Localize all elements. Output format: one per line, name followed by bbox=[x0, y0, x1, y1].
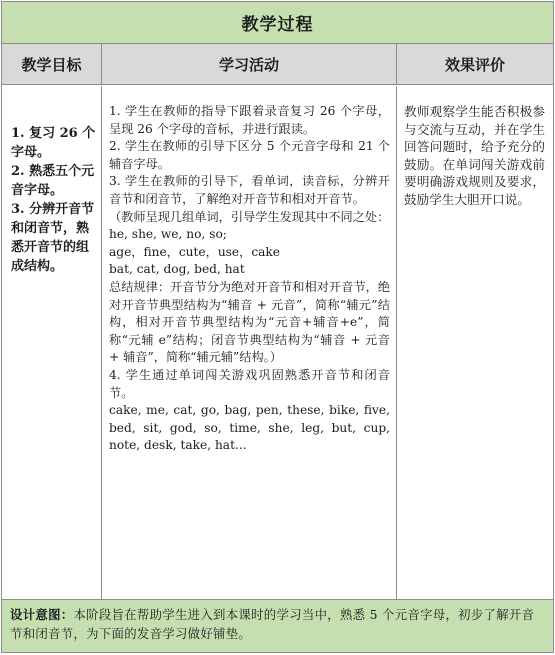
activities-cell bbox=[102, 86, 397, 600]
header-goal: 教学目标 bbox=[2, 44, 102, 85]
word-group: he, she, we, no, so; bbox=[109, 227, 227, 242]
goal-item: 2. 熟悉五个元音字母。 bbox=[11, 164, 95, 198]
design-label: 设计意图： bbox=[10, 607, 74, 622]
table-title-row bbox=[2, 2, 553, 44]
activity-paragraph: 2. 学生在教师的引导下区分 5 个元音字母和 21 个辅音字母。 bbox=[109, 139, 390, 171]
word-list: cake, me, cat, go, bag, pen, these, bike, five, bed, sit, god, so, time, she, leg, but, cup, note, desk, take, hat... bbox=[109, 403, 390, 453]
activity-paragraph: （教师呈现几组单词，引导学生发现其中不同之处： bbox=[109, 209, 390, 224]
activity-paragraph: 3. 学生在教师的引导下，看单词，读音标，分辨开音节和闭音节，了解绝对开音节和相对开音节。 bbox=[109, 174, 390, 206]
teaching-process-table bbox=[1, 1, 554, 653]
activity-paragraph: 总结规律：开音节分为绝对开音节和相对开音节，绝对开音节典型结构为“辅音 + 元音”，简称“辅元”结构，相对开音节典型结构为“元音+辅音+e”，简称“元辅 e”结构；闭音节典型结构为“辅音 + 元音 + 辅音”，简称“辅元辅”结构。） bbox=[109, 279, 390, 365]
word-group: bat, cat, dog, bed, hat bbox=[109, 262, 245, 277]
activity-paragraph: 1. 学生在教师的指导下跟着录音复习 26 个字母，呈现 26 个字母的音标，并进行跟读。 bbox=[109, 104, 390, 136]
word-group: age，fine，cute，use，cake bbox=[109, 244, 281, 259]
evaluation-cell: 教师观察学生能否积极参与交流与互动，并在学生回答问题时，给予充分的鼓励。在单词闯关游戏前要明确游戏规则及要求，鼓励学生大胆开口说。 bbox=[397, 86, 553, 600]
design-text: 本阶段旨在帮助学生进入到本课时的学习当中，熟悉 5 个元音字母，初步了解开音节和闭音节，为下面的发音学习做好铺垫。 bbox=[10, 607, 535, 641]
goals-cell bbox=[2, 86, 102, 600]
goal-item: 3. 分辨开音节和闭音节，熟悉开音节的组成结构。 bbox=[11, 202, 95, 274]
header-activity: 学习活动 bbox=[102, 44, 397, 85]
table-title: 教学过程 bbox=[241, 15, 314, 35]
header-evaluation: 效果评价 bbox=[397, 44, 553, 85]
activity-paragraph: 4. 学生通过单词闯关游戏巩固熟悉开音节和闭音节。 bbox=[109, 367, 390, 400]
goal-item: 1. 复习 26 个字母。 bbox=[11, 126, 96, 160]
design-intent bbox=[2, 600, 553, 652]
